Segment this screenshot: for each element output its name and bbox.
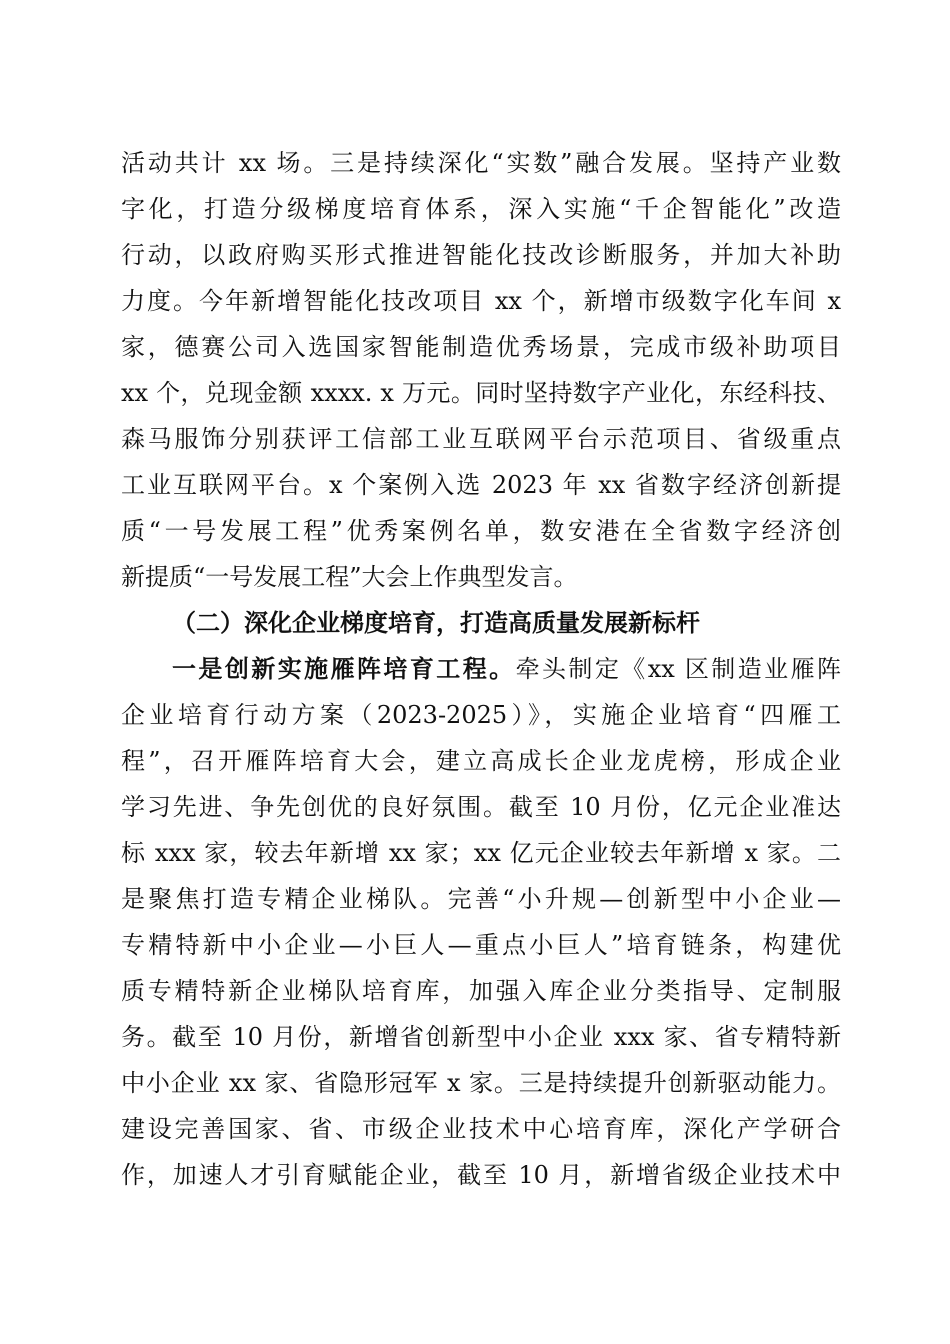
paragraph-line: 作，加速人才引育赋能企业，截至 10 月，新增省级企业技术中	[121, 1161, 841, 1189]
paragraph-line: 字化，打造分级梯度培育体系，深入实施“千企智能化”改造	[121, 195, 841, 223]
paragraph-line: 力度。今年新增智能化技改项目 xx 个，新增市级数字化车间 x	[121, 287, 841, 315]
paragraph-first-rest: 牵头制定《xx 区制造业雁阵	[515, 655, 841, 683]
paragraph-line: 家，德赛公司入选国家智能制造优秀场景，完成市级补助项目	[121, 333, 841, 361]
paragraph-line: 新提质“一号发展工程”大会上作典型发言。	[121, 563, 578, 591]
paragraph-line: 务。截至 10 月份，新增省创新型中小企业 xxx 家、省专精特新	[121, 1023, 841, 1051]
paragraph-line: 标 xxx 家，较去年新增 xx 家；xx 亿元企业较去年新增 x 家。二	[121, 839, 841, 867]
paragraph-line: 行动，以政府购买形式推进智能化技改诊断服务，并加大补助	[121, 241, 841, 269]
paragraph-line: 企业培育行动方案（2023-2025）》，实施企业培育“四雁工	[121, 701, 841, 729]
paragraph-line: 质“一号发展工程”优秀案例名单，数安港在全省数字经济创	[121, 517, 841, 545]
paragraph-line: 程”，召开雁阵培育大会，建立高成长企业龙虎榜，形成企业	[121, 747, 841, 775]
paragraph-lead: 一是创新实施雁阵培育工程。	[172, 654, 516, 683]
section-heading: （二）深化企业梯度培育，打造高质量发展新标杆	[172, 608, 700, 637]
paragraph-line: 工业互联网平台。x 个案例入选 2023 年 xx 省数字经济创新提	[121, 471, 841, 499]
paragraph-line: 专精特新中小企业—小巨人—重点小巨人”培育链条，构建优	[121, 931, 841, 959]
paragraph-line: 森马服饰分别获评工信部工业互联网平台示范项目、省级重点	[121, 425, 841, 453]
paragraph-line: 质专精特新企业梯队培育库，加强入库企业分类指导、定制服	[121, 977, 841, 1005]
paragraph-first-line	[172, 654, 841, 684]
paragraph-line: 中小企业 xx 家、省隐形冠军 x 家。三是持续提升创新驱动能力。	[121, 1069, 841, 1097]
paragraph-line: 学习先进、争先创优的良好氛围。截至 10 月份，亿元企业准达	[121, 793, 841, 821]
paragraph-line: 建设完善国家、省、市级企业技术中心培育库，深化产学研合	[121, 1115, 841, 1143]
paragraph-line: 活动共计 xx 场。三是持续深化“实数”融合发展。坚持产业数	[121, 149, 841, 177]
paragraph-line: xx 个，兑现金额 xxxx. x 万元。同时坚持数字产业化，东经科技、	[121, 379, 841, 407]
paragraph-line: 是聚焦打造专精企业梯队。完善“小升规—创新型中小企业—	[121, 885, 841, 913]
